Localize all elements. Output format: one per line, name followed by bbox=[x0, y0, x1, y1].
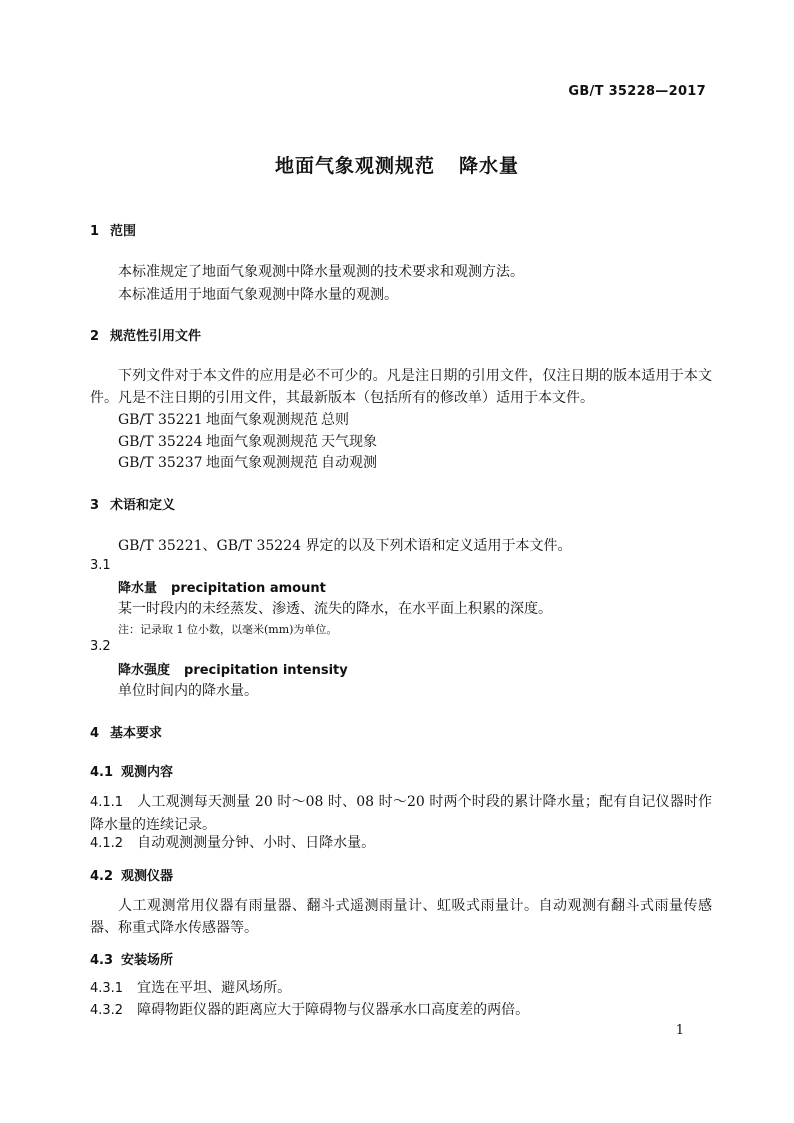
normative-intro: 下列文件对于本文件的应用是必不可少的。凡是注日期的引用文件，仅注日期的版本适用于本文件。凡是不注日期的引用文件，其最新版本（包括所有的修改单）适用于本文件。 bbox=[90, 368, 712, 406]
section-4-3-heading: 4.3 安装场所 bbox=[90, 953, 174, 968]
section-4-2-heading: 4.2 观测仪器 bbox=[90, 869, 174, 884]
section-2-heading: 2 规范性引用文件 bbox=[90, 329, 202, 344]
term-definition: 单位时间内的降水量。 bbox=[118, 683, 258, 699]
title-sub: 降水量 bbox=[459, 155, 520, 177]
clause-4-3-2: 4.3.2 障碍物距仪器的距离应大于障碍物与仪器承水口高度差的两倍。 bbox=[90, 1002, 530, 1018]
terms-intro: GB/T 35221、GB/T 35224 界定的以及下列术语和定义适用于本文件。 bbox=[118, 538, 572, 554]
page-number: 1 bbox=[675, 1023, 684, 1038]
section-4-1-heading: 4.1 观测内容 bbox=[90, 765, 174, 780]
page-title bbox=[0, 151, 794, 178]
title-main: 地面气象观测规范 bbox=[274, 155, 435, 177]
term-note: 注：记录取 1 位小数，以毫米(mm)为单位。 bbox=[118, 623, 338, 636]
section-1-heading: 1 范围 bbox=[90, 224, 137, 239]
term-number: 3.1 bbox=[90, 558, 111, 573]
normative-ref: GB/T 35221 地面气象观测规范 总则 bbox=[118, 412, 349, 428]
scope-paragraph-1: 本标准规定了地面气象观测中降水量观测的技术要求和观测方法。 bbox=[118, 264, 524, 280]
normative-ref: GB/T 35224 地面气象观测规范 天气现象 bbox=[118, 434, 377, 450]
section-4-heading: 4 基本要求 bbox=[90, 726, 163, 741]
term-number: 3.2 bbox=[90, 639, 111, 654]
standard-code: GB/T 35228—2017 bbox=[568, 84, 706, 99]
term-heading: 降水强度 precipitation intensity bbox=[118, 663, 348, 678]
scope-paragraph-2: 本标准适用于地面气象观测中降水量的观测。 bbox=[118, 287, 398, 303]
term-heading: 降水量 precipitation amount bbox=[118, 581, 326, 596]
clause-4-1-1: 4.1.1 人工观测每天测量 20 时～08 时、08 时～20 时两个时段的累计降水量；配有自记仪器时作降水量的连续记录。 bbox=[90, 794, 712, 833]
instruments-paragraph: 人工观测常用仪器有雨量器、翻斗式遥测雨量计、虹吸式雨量计。自动观测有翻斗式雨量传感器、称重式降水传感器等。 bbox=[90, 898, 712, 936]
section-3-heading: 3 术语和定义 bbox=[90, 498, 176, 513]
clause-4-3-1: 4.3.1 宜选在平坦、避风场所。 bbox=[90, 980, 292, 996]
normative-ref: GB/T 35237 地面气象观测规范 自动观测 bbox=[118, 455, 377, 471]
clause-4-1-2: 4.1.2 自动观测测量分钟、小时、日降水量。 bbox=[90, 835, 376, 851]
term-definition: 某一时段内的未经蒸发、渗透、流失的降水，在水平面上积累的深度。 bbox=[118, 601, 552, 617]
